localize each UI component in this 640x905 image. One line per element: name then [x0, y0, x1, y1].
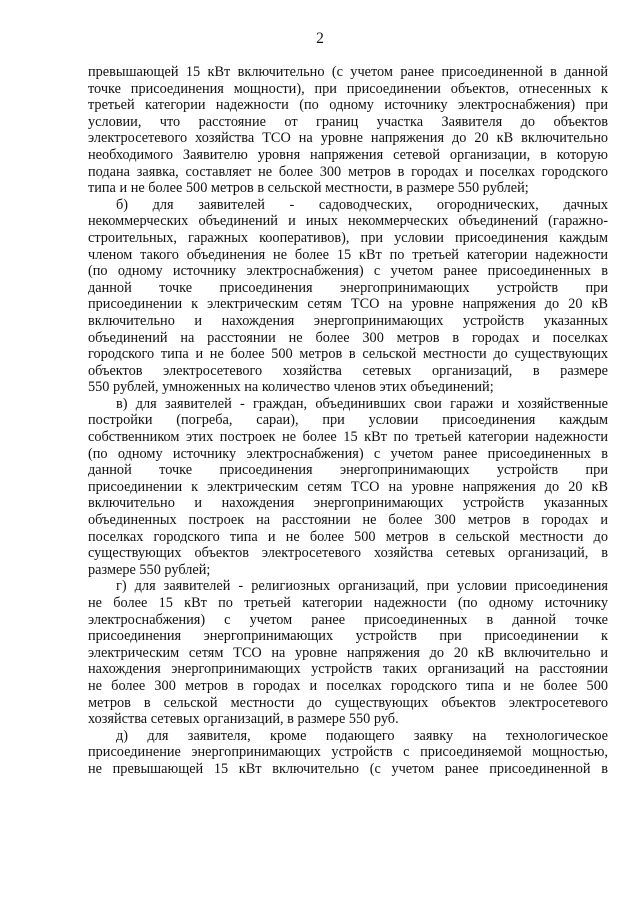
text-line: объединений на расстоянии не более 300 метров в городах и поселках [88, 329, 608, 346]
text-line: некоммерческих объединений и иных некоммерческих объединений (гаражно- [88, 213, 608, 230]
text-line: электрическим сетям ТСО на уровне напряжения до 20 кВ включительно и [88, 644, 608, 661]
text-line: членом такого объединения не более 15 кВт по третьей категории надежности [88, 246, 608, 263]
page-number: 2 [316, 30, 324, 47]
text-line: объединенных построек на расстоянии не более 300 метров в городах и [88, 512, 608, 529]
text-line: превышающей 15 кВт включительно (с учетом ранее присоединенной в данной [88, 64, 608, 80]
text-line: существующих объектов электросетевого хозяйства сетевых организаций, в [88, 545, 608, 562]
text-line: данной точке присоединения энергопринимающих устройств при [88, 462, 608, 479]
paragraph-item-g [88, 578, 608, 727]
text-line: электроснабжения) с учетом ранее присоединенных в данной точке [88, 611, 608, 628]
text-line: 550 рублей, умноженных на количество членов этих объединений; [88, 379, 494, 396]
text-line: поселках городского типа и не более 500 метров в сельской местности до [88, 528, 608, 545]
text-line: строительных, гаражных кооперативов), при условии присоединения каждым [88, 229, 608, 246]
paragraph-item-d [88, 728, 608, 778]
text-line: г) для заявителей - религиозных организаций, при условии присоединения [116, 578, 608, 595]
document-body [88, 64, 608, 778]
text-line: городского типа и не более 500 метров в сельской местности до существующих [88, 346, 608, 363]
text-line: данной точке присоединения энергопринимающих устройств при [88, 279, 608, 296]
text-line: присоединения энергопринимающих устройств при присоединении к [88, 628, 608, 645]
text-line: присоединение энергопринимающих устройств с присоединяемой мощностью, [88, 744, 608, 761]
text-line: не более 15 кВт по третьей категории надежности (по одному источнику [88, 595, 608, 611]
text-line: объектов электросетевого хозяйства сетевых организаций, в размере [88, 362, 608, 379]
text-line: необходимого Заявителю уровня напряжения сетевой организации, в которую [88, 146, 608, 163]
text-line: нахождения энергопринимающих устройств таких организаций на расстоянии [88, 661, 608, 678]
text-line: не превышающей 15 кВт включительно (с учетом ранее присоединенной в [88, 760, 608, 777]
text-line: присоединении к электрическим сетям ТСО на уровне напряжения до 20 кВ [88, 478, 608, 495]
paragraph-item-b [88, 197, 608, 396]
text-line: в) для заявителей - граждан, объединивших свои гаражи и хозяйственные [116, 395, 608, 412]
text-line: постройки (погреба, сараи), при условии присоединения каждым [88, 412, 608, 429]
paragraph-continuation [88, 64, 608, 197]
text-line: хозяйства сетевых организаций, в размере 550 руб. [88, 711, 399, 728]
text-line: присоединении к электрическим сетям ТСО на уровне напряжения до 20 кВ [88, 296, 608, 313]
text-line: б) для заявителей - садоводческих, огороднических, дачных [116, 196, 608, 213]
text-line: размере 550 рублей; [88, 561, 211, 578]
text-line: д) для заявителя, кроме подающего заявку на технологическое [116, 727, 608, 744]
text-line: точке присоединения мощности), при присоединении объектов, отнесенных к [88, 80, 608, 97]
text-line: электросетевого хозяйства ТСО на уровне напряжения до 20 кВ включительно [88, 130, 608, 147]
text-line: включительно и нахождения энергопринимающих устройств указанных [88, 312, 608, 329]
text-line: (по одному источнику электроснабжения) с учетом ранее присоединенных в [88, 263, 608, 280]
text-line: подана заявка, составляет не более 300 метров в городах и поселках городского [88, 163, 608, 180]
text-line: включительно и нахождения энергопринимающих устройств указанных [88, 495, 608, 512]
text-line: собственником этих построек не более 15 кВт по третьей категории надежности [88, 429, 608, 446]
text-line: (по одному источнику электроснабжения) с учетом ранее присоединенных в [88, 445, 608, 462]
text-line: не более 300 метров в городах и поселках городского типа и не более 500 [88, 677, 608, 694]
text-line: метров в сельской местности до существующих объектов электросетевого [88, 694, 608, 711]
paragraph-item-v [88, 396, 608, 579]
text-line: условии, что расстояние от границ участка Заявителя до объектов [88, 113, 608, 130]
text-line: третьей категории надежности (по одному источнику электроснабжения) при [88, 97, 608, 114]
text-line: типа и не более 500 метров в сельской местности, в размере 550 рублей; [88, 180, 529, 197]
